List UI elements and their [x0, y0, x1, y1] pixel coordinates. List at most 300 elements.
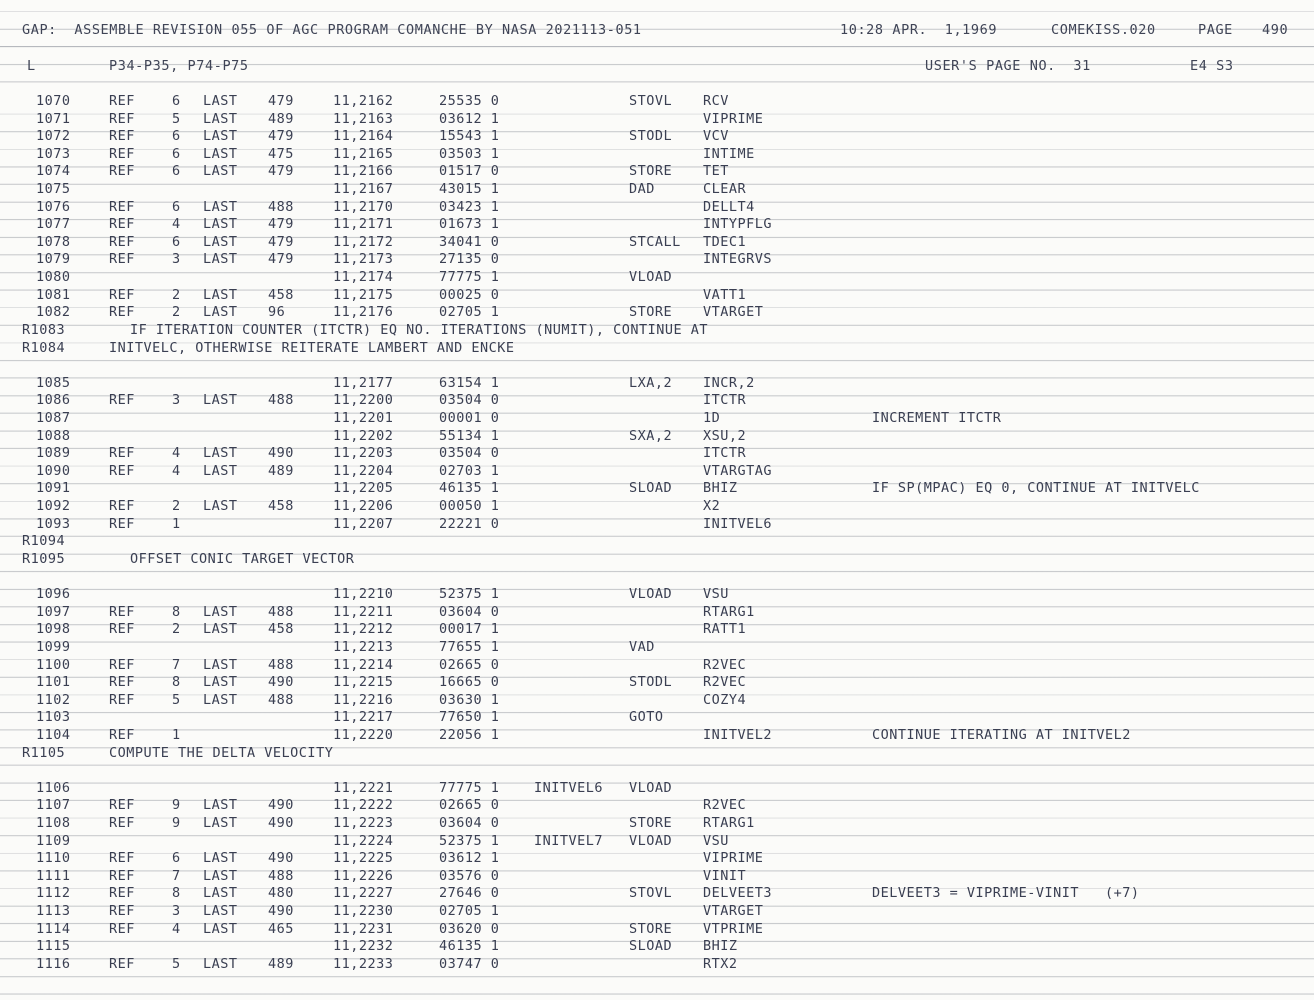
code-line [0, 814, 1314, 832]
last-marker: LAST [203, 903, 238, 920]
ref-marker: REF [109, 797, 135, 814]
octal-word: 03423 1 [439, 198, 500, 215]
line-number: 1099 [36, 638, 71, 655]
octal-word: 03604 0 [439, 814, 500, 831]
ref-count: 1 [172, 726, 181, 743]
operand: VCV [703, 128, 729, 145]
octal-word: 03504 0 [439, 445, 500, 462]
opcode: VAD [629, 638, 655, 655]
opcode: LXA,2 [629, 374, 673, 391]
memory-address: 11,2223 [333, 814, 394, 831]
ref-count: 5 [172, 110, 181, 127]
opcode: SLOAD [629, 480, 673, 497]
code-line [0, 902, 1314, 920]
last-line: 475 [268, 145, 294, 162]
remark-line [0, 321, 1314, 339]
log-marker: L [27, 58, 36, 74]
ref-marker: REF [109, 955, 135, 972]
comment: INCREMENT ITCTR [872, 409, 1002, 426]
memory-address: 11,2216 [333, 691, 394, 708]
code-line [0, 250, 1314, 268]
code-line [0, 286, 1314, 304]
remark-text: INITVELC, OTHERWISE REITERATE LAMBERT AND ENCKE [109, 339, 515, 356]
last-marker: LAST [203, 920, 238, 937]
code-line [0, 92, 1314, 110]
code-line [0, 145, 1314, 163]
page-label: PAGE [1198, 22, 1233, 38]
operand: VSU [703, 586, 729, 603]
line-number: R1084 [22, 339, 66, 356]
last-marker: LAST [203, 797, 238, 814]
last-line: 489 [268, 955, 294, 972]
section-tag: E4 S3 [1190, 58, 1234, 74]
memory-address: 11,2166 [333, 163, 394, 180]
memory-address: 11,2212 [333, 621, 394, 638]
line-number: 1088 [36, 427, 71, 444]
last-line: 490 [268, 903, 294, 920]
opcode: STOVL [629, 885, 673, 902]
line-number: 1096 [36, 586, 71, 603]
opcode: SLOAD [629, 938, 673, 955]
symbol-label: INITVEL7 [534, 832, 604, 849]
ref-marker: REF [109, 903, 135, 920]
octal-word: 03612 1 [439, 110, 500, 127]
ref-marker: REF [109, 233, 135, 250]
operand: VATT1 [703, 286, 747, 303]
line-number: 1086 [36, 392, 71, 409]
code-line [0, 180, 1314, 198]
operand: XSU,2 [703, 427, 747, 444]
line-number: 1115 [36, 938, 71, 955]
code-line [0, 638, 1314, 656]
last-marker: LAST [203, 603, 238, 620]
memory-address: 11,2211 [333, 603, 394, 620]
ref-marker: REF [109, 445, 135, 462]
operand: INTEGRVS [703, 251, 773, 268]
header-rule [0, 46, 1314, 47]
ref-count: 2 [172, 286, 181, 303]
operand: DELLT4 [703, 198, 755, 215]
ref-marker: REF [109, 392, 135, 409]
symbol-label: INITVEL6 [534, 779, 604, 796]
last-marker: LAST [203, 885, 238, 902]
opcode: STORE [629, 304, 673, 321]
line-number: 1106 [36, 779, 71, 796]
ref-marker: REF [109, 93, 135, 109]
ref-marker: REF [109, 110, 135, 127]
octal-word: 77650 1 [439, 709, 500, 726]
ref-count: 6 [172, 233, 181, 250]
operand: RTX2 [703, 955, 738, 972]
ref-marker: REF [109, 145, 135, 162]
last-line: 490 [268, 797, 294, 814]
operand: DELVEET3 [703, 885, 773, 902]
memory-address: 11,2175 [333, 286, 394, 303]
remark-line [0, 744, 1314, 762]
code-line [0, 268, 1314, 286]
last-line: 458 [268, 498, 294, 515]
last-line: 479 [268, 216, 294, 233]
octal-word: 63154 1 [439, 374, 500, 391]
memory-address: 11,2206 [333, 498, 394, 515]
ref-count: 6 [172, 128, 181, 145]
octal-word: 77655 1 [439, 638, 500, 655]
memory-address: 11,2163 [333, 110, 394, 127]
operand: RCV [703, 93, 729, 109]
ref-marker: REF [109, 163, 135, 180]
ref-marker: REF [109, 621, 135, 638]
operand: R2VEC [703, 797, 747, 814]
line-number: 1092 [36, 498, 71, 515]
octal-word: 52375 1 [439, 832, 500, 849]
code-line [0, 110, 1314, 128]
octal-word: 01673 1 [439, 216, 500, 233]
ref-count: 3 [172, 392, 181, 409]
code-line [0, 920, 1314, 938]
last-line: 480 [268, 885, 294, 902]
opcode: STCALL [629, 233, 681, 250]
last-marker: LAST [203, 656, 238, 673]
line-number: 1116 [36, 955, 71, 972]
memory-address: 11,2174 [333, 269, 394, 286]
ref-count: 2 [172, 304, 181, 321]
opcode: STODL [629, 128, 673, 145]
ref-marker: REF [109, 462, 135, 479]
code-line [0, 409, 1314, 427]
operand: VIPRIME [703, 110, 764, 127]
line-number: 1074 [36, 163, 71, 180]
line-number: 1076 [36, 198, 71, 215]
opcode: GOTO [629, 709, 664, 726]
octal-word: 03612 1 [439, 850, 500, 867]
code-line [0, 444, 1314, 462]
line-number: 1081 [36, 286, 71, 303]
ref-marker: REF [109, 498, 135, 515]
octal-word: 02665 0 [439, 797, 500, 814]
last-line: 488 [268, 691, 294, 708]
operand: RATT1 [703, 621, 747, 638]
octal-word: 00025 0 [439, 286, 500, 303]
ref-marker: REF [109, 198, 135, 215]
ref-count: 1 [172, 515, 181, 532]
ref-count: 9 [172, 797, 181, 814]
octal-word: 03604 0 [439, 603, 500, 620]
opcode: STORE [629, 920, 673, 937]
operand: VTARGET [703, 903, 764, 920]
operand: VTARGTAG [703, 462, 773, 479]
ref-marker: REF [109, 885, 135, 902]
operand: X2 [703, 498, 721, 515]
line-number: 1079 [36, 251, 71, 268]
code-line [0, 673, 1314, 691]
memory-address: 11,2171 [333, 216, 394, 233]
last-line: 488 [268, 603, 294, 620]
code-line [0, 603, 1314, 621]
remark-text: IF ITERATION COUNTER (ITCTR) EQ NO. ITERATIONS (NUMIT), CONTINUE AT [130, 321, 709, 338]
memory-address: 11,2231 [333, 920, 394, 937]
ref-marker: REF [109, 128, 135, 145]
opcode: VLOAD [629, 779, 673, 796]
last-line: 490 [268, 850, 294, 867]
opcode: VLOAD [629, 586, 673, 603]
last-marker: LAST [203, 691, 238, 708]
octal-word: 27646 0 [439, 885, 500, 902]
line-number: 1091 [36, 480, 71, 497]
code-line [0, 656, 1314, 674]
ref-count: 5 [172, 955, 181, 972]
line-number: 1104 [36, 726, 71, 743]
octal-word: 77775 1 [439, 269, 500, 286]
operand: BHIZ [703, 938, 738, 955]
opcode: STOVL [629, 93, 673, 109]
ref-count: 2 [172, 498, 181, 515]
last-marker: LAST [203, 867, 238, 884]
memory-address: 11,2207 [333, 515, 394, 532]
line-number: 1102 [36, 691, 71, 708]
section-title: P34-P35, P74-P75 [109, 58, 249, 74]
last-line: 458 [268, 286, 294, 303]
memory-address: 11,2202 [333, 427, 394, 444]
code-line [0, 832, 1314, 850]
ref-marker: REF [109, 304, 135, 321]
line-number: 1085 [36, 374, 71, 391]
octal-word: 02665 0 [439, 656, 500, 673]
line-number: 1078 [36, 233, 71, 250]
operand: CLEAR [703, 181, 747, 198]
ref-count: 4 [172, 462, 181, 479]
memory-address: 11,2204 [333, 462, 394, 479]
line-number: 1113 [36, 903, 71, 920]
memory-address: 11,2172 [333, 233, 394, 250]
octal-word: 03576 0 [439, 867, 500, 884]
last-marker: LAST [203, 850, 238, 867]
comment: IF SP(MPAC) EQ 0, CONTINUE AT INITVELC [872, 480, 1200, 497]
octal-word: 03503 1 [439, 145, 500, 162]
code-line [0, 215, 1314, 233]
octal-word: 00017 1 [439, 621, 500, 638]
ref-count: 8 [172, 885, 181, 902]
last-line: 465 [268, 920, 294, 937]
memory-address: 11,2176 [333, 304, 394, 321]
code-line [0, 462, 1314, 480]
operand: INCR,2 [703, 374, 755, 391]
last-line: 489 [268, 110, 294, 127]
operand: INITVEL6 [703, 515, 773, 532]
last-line: 488 [268, 198, 294, 215]
last-line: 488 [268, 867, 294, 884]
operand: TET [703, 163, 729, 180]
operand: RTARG1 [703, 814, 755, 831]
operand: R2VEC [703, 656, 747, 673]
octal-word: 01517 0 [439, 163, 500, 180]
memory-address: 11,2225 [333, 850, 394, 867]
memory-address: 11,2232 [333, 938, 394, 955]
octal-word: 02703 1 [439, 462, 500, 479]
line-number: R1094 [22, 533, 66, 550]
code-line [0, 691, 1314, 709]
last-line: 488 [268, 656, 294, 673]
ref-count: 7 [172, 867, 181, 884]
octal-word: 00001 0 [439, 409, 500, 426]
opcode: DAD [629, 181, 655, 198]
code-line [0, 497, 1314, 515]
line-number: 1097 [36, 603, 71, 620]
operand: INTYPFLG [703, 216, 773, 233]
memory-address: 11,2215 [333, 674, 394, 691]
octal-word: 00050 1 [439, 498, 500, 515]
line-number: 1111 [36, 867, 71, 884]
operand: VIPRIME [703, 850, 764, 867]
code-line [0, 955, 1314, 973]
line-number: 1110 [36, 850, 71, 867]
operand: VSU [703, 832, 729, 849]
last-marker: LAST [203, 462, 238, 479]
ref-marker: REF [109, 726, 135, 743]
last-marker: LAST [203, 198, 238, 215]
memory-address: 11,2200 [333, 392, 394, 409]
line-number: 1080 [36, 269, 71, 286]
ref-count: 3 [172, 903, 181, 920]
line-number: R1083 [22, 321, 66, 338]
line-number: 1089 [36, 445, 71, 462]
last-line: 479 [268, 163, 294, 180]
code-line [0, 708, 1314, 726]
memory-address: 11,2222 [333, 797, 394, 814]
operand: VINIT [703, 867, 747, 884]
ref-count: 6 [172, 145, 181, 162]
operand: ITCTR [703, 392, 747, 409]
ref-marker: REF [109, 691, 135, 708]
opcode: STODL [629, 674, 673, 691]
comment: CONTINUE ITERATING AT INITVEL2 [872, 726, 1131, 743]
memory-address: 11,2227 [333, 885, 394, 902]
ref-count: 6 [172, 850, 181, 867]
code-line [0, 867, 1314, 885]
ref-marker: REF [109, 286, 135, 303]
line-number: 1100 [36, 656, 71, 673]
ref-count: 4 [172, 445, 181, 462]
octal-word: 25535 0 [439, 93, 500, 109]
last-marker: LAST [203, 110, 238, 127]
ref-marker: REF [109, 850, 135, 867]
line-number: 1082 [36, 304, 71, 321]
ref-marker: REF [109, 656, 135, 673]
operand: VTARGET [703, 304, 764, 321]
last-marker: LAST [203, 233, 238, 250]
ref-count: 2 [172, 621, 181, 638]
octal-word: 03504 0 [439, 392, 500, 409]
operand: 1D [703, 409, 721, 426]
line-number: 1073 [36, 145, 71, 162]
octal-word: 02705 1 [439, 304, 500, 321]
ref-marker: REF [109, 216, 135, 233]
operand: COZY4 [703, 691, 747, 708]
octal-word: 22221 0 [439, 515, 500, 532]
remark-line [0, 550, 1314, 568]
memory-address: 11,2162 [333, 93, 394, 109]
last-marker: LAST [203, 216, 238, 233]
code-line [0, 585, 1314, 603]
octal-word: 52375 1 [439, 586, 500, 603]
opcode: VLOAD [629, 269, 673, 286]
opcode: SXA,2 [629, 427, 673, 444]
code-line [0, 127, 1314, 145]
code-line [0, 849, 1314, 867]
code-line [0, 726, 1314, 744]
line-number: 1075 [36, 181, 71, 198]
last-marker: LAST [203, 251, 238, 268]
last-line: 479 [268, 93, 294, 109]
last-line: 96 [268, 304, 286, 321]
line-number: 1093 [36, 515, 71, 532]
last-line: 458 [268, 621, 294, 638]
code-line [0, 937, 1314, 955]
ref-count: 4 [172, 920, 181, 937]
memory-address: 11,2170 [333, 198, 394, 215]
line-number: 1087 [36, 409, 71, 426]
last-marker: LAST [203, 392, 238, 409]
line-number: R1105 [22, 744, 66, 761]
last-marker: LAST [203, 128, 238, 145]
last-line: 488 [268, 392, 294, 409]
line-number: 1071 [36, 110, 71, 127]
last-line: 490 [268, 445, 294, 462]
octal-word: 03747 0 [439, 955, 500, 972]
line-number: 1070 [36, 93, 71, 109]
opcode: VLOAD [629, 832, 673, 849]
octal-word: 34041 0 [439, 233, 500, 250]
line-number: 1101 [36, 674, 71, 691]
ref-count: 9 [172, 814, 181, 831]
operand: BHIZ [703, 480, 738, 497]
opcode: STORE [629, 163, 673, 180]
line-number: 1077 [36, 216, 71, 233]
last-marker: LAST [203, 163, 238, 180]
ref-marker: REF [109, 867, 135, 884]
memory-address: 11,2201 [333, 409, 394, 426]
ref-count: 3 [172, 251, 181, 268]
last-marker: LAST [203, 955, 238, 972]
octal-word: 43015 1 [439, 181, 500, 198]
operand: INTIME [703, 145, 755, 162]
last-marker: LAST [203, 621, 238, 638]
user-page-number: USER'S PAGE NO. 31 [925, 58, 1091, 74]
ref-marker: REF [109, 251, 135, 268]
blank-line [0, 567, 1314, 585]
remark-text: OFFSET CONIC TARGET VECTOR [130, 550, 355, 567]
octal-word: 22056 1 [439, 726, 500, 743]
remark-line [0, 532, 1314, 550]
code-line [0, 162, 1314, 180]
code-line [0, 884, 1314, 902]
octal-word: 03620 0 [439, 920, 500, 937]
code-line [0, 427, 1314, 445]
octal-word: 27135 0 [439, 251, 500, 268]
last-line: 479 [268, 251, 294, 268]
octal-word: 46135 1 [439, 938, 500, 955]
last-marker: LAST [203, 498, 238, 515]
memory-address: 11,2217 [333, 709, 394, 726]
code-line [0, 620, 1314, 638]
memory-address: 11,2214 [333, 656, 394, 673]
ref-count: 8 [172, 674, 181, 691]
memory-address: 11,2230 [333, 903, 394, 920]
last-marker: LAST [203, 286, 238, 303]
remark-line [0, 339, 1314, 357]
code-line [0, 233, 1314, 251]
ref-count: 4 [172, 216, 181, 233]
line-number: 1109 [36, 832, 71, 849]
